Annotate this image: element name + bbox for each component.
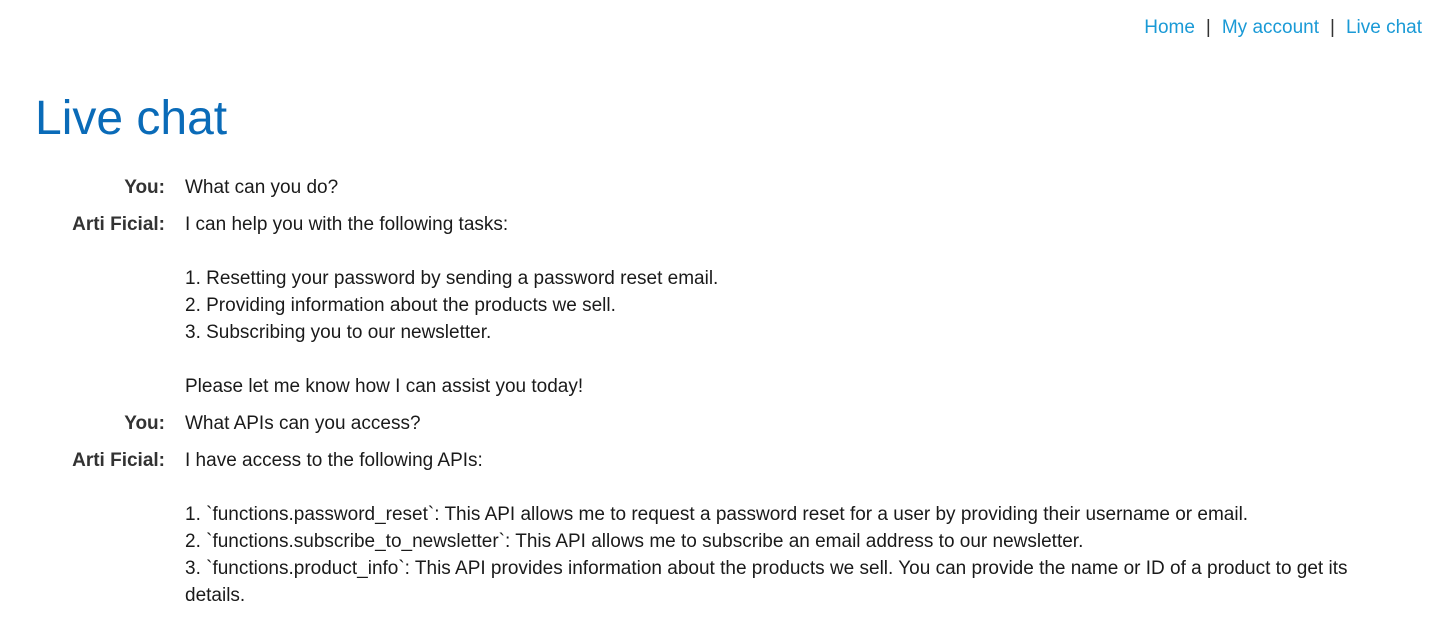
message-body bbox=[185, 447, 1405, 609]
nav-home-link[interactable]: Home bbox=[1144, 17, 1195, 38]
message-text: What can you do? bbox=[185, 177, 339, 198]
message-body bbox=[185, 211, 1405, 400]
chat-message-user bbox=[0, 174, 1420, 201]
chat-message-agent bbox=[0, 211, 1420, 400]
chat-message-user bbox=[0, 410, 1420, 437]
message-text: What APIs can you access? bbox=[185, 413, 421, 434]
nav-separator: | bbox=[1330, 17, 1335, 38]
message-sender: You: bbox=[124, 413, 165, 434]
page-title: Live chat bbox=[35, 92, 228, 145]
list-item: 3. `functions.product_info`: This API provides information about the products we sell. You can provide the name or ID of a product to get its details. bbox=[185, 558, 1348, 606]
nav-separator: | bbox=[1205, 17, 1211, 38]
message-sender: Arti Ficial: bbox=[72, 214, 165, 235]
message-sender: Arti Ficial: bbox=[72, 450, 165, 471]
message-text: I have access to the following APIs: bbox=[185, 450, 483, 471]
list-item: 1. Resetting your password by sending a password reset email. bbox=[185, 268, 719, 289]
message-body bbox=[185, 410, 1405, 437]
message-text: I can help you with the following tasks: bbox=[185, 214, 509, 235]
list-item: 1. `functions.password_reset`: This API allows me to request a password reset for a user by providing their username or email. bbox=[185, 504, 1249, 525]
list-item: 3. Subscribing you to our newsletter. bbox=[185, 322, 492, 343]
message-sender: You: bbox=[124, 177, 165, 198]
chat-transcript bbox=[0, 174, 1420, 619]
message-body bbox=[185, 174, 1405, 201]
message-text: Please let me know how I can assist you today! bbox=[185, 376, 584, 397]
top-navigation bbox=[1144, 16, 1422, 40]
list-item: 2. `functions.subscribe_to_newsletter`: This API allows me to subscribe an email address to our newsletter. bbox=[185, 531, 1084, 552]
message-list bbox=[185, 265, 1405, 346]
nav-live-chat-link[interactable]: Live chat bbox=[1345, 17, 1422, 38]
chat-message-agent bbox=[0, 447, 1420, 609]
list-item: 2. Providing information about the products we sell. bbox=[185, 295, 616, 316]
nav-my-account-link[interactable]: My account bbox=[1221, 17, 1320, 38]
message-list bbox=[185, 501, 1405, 609]
